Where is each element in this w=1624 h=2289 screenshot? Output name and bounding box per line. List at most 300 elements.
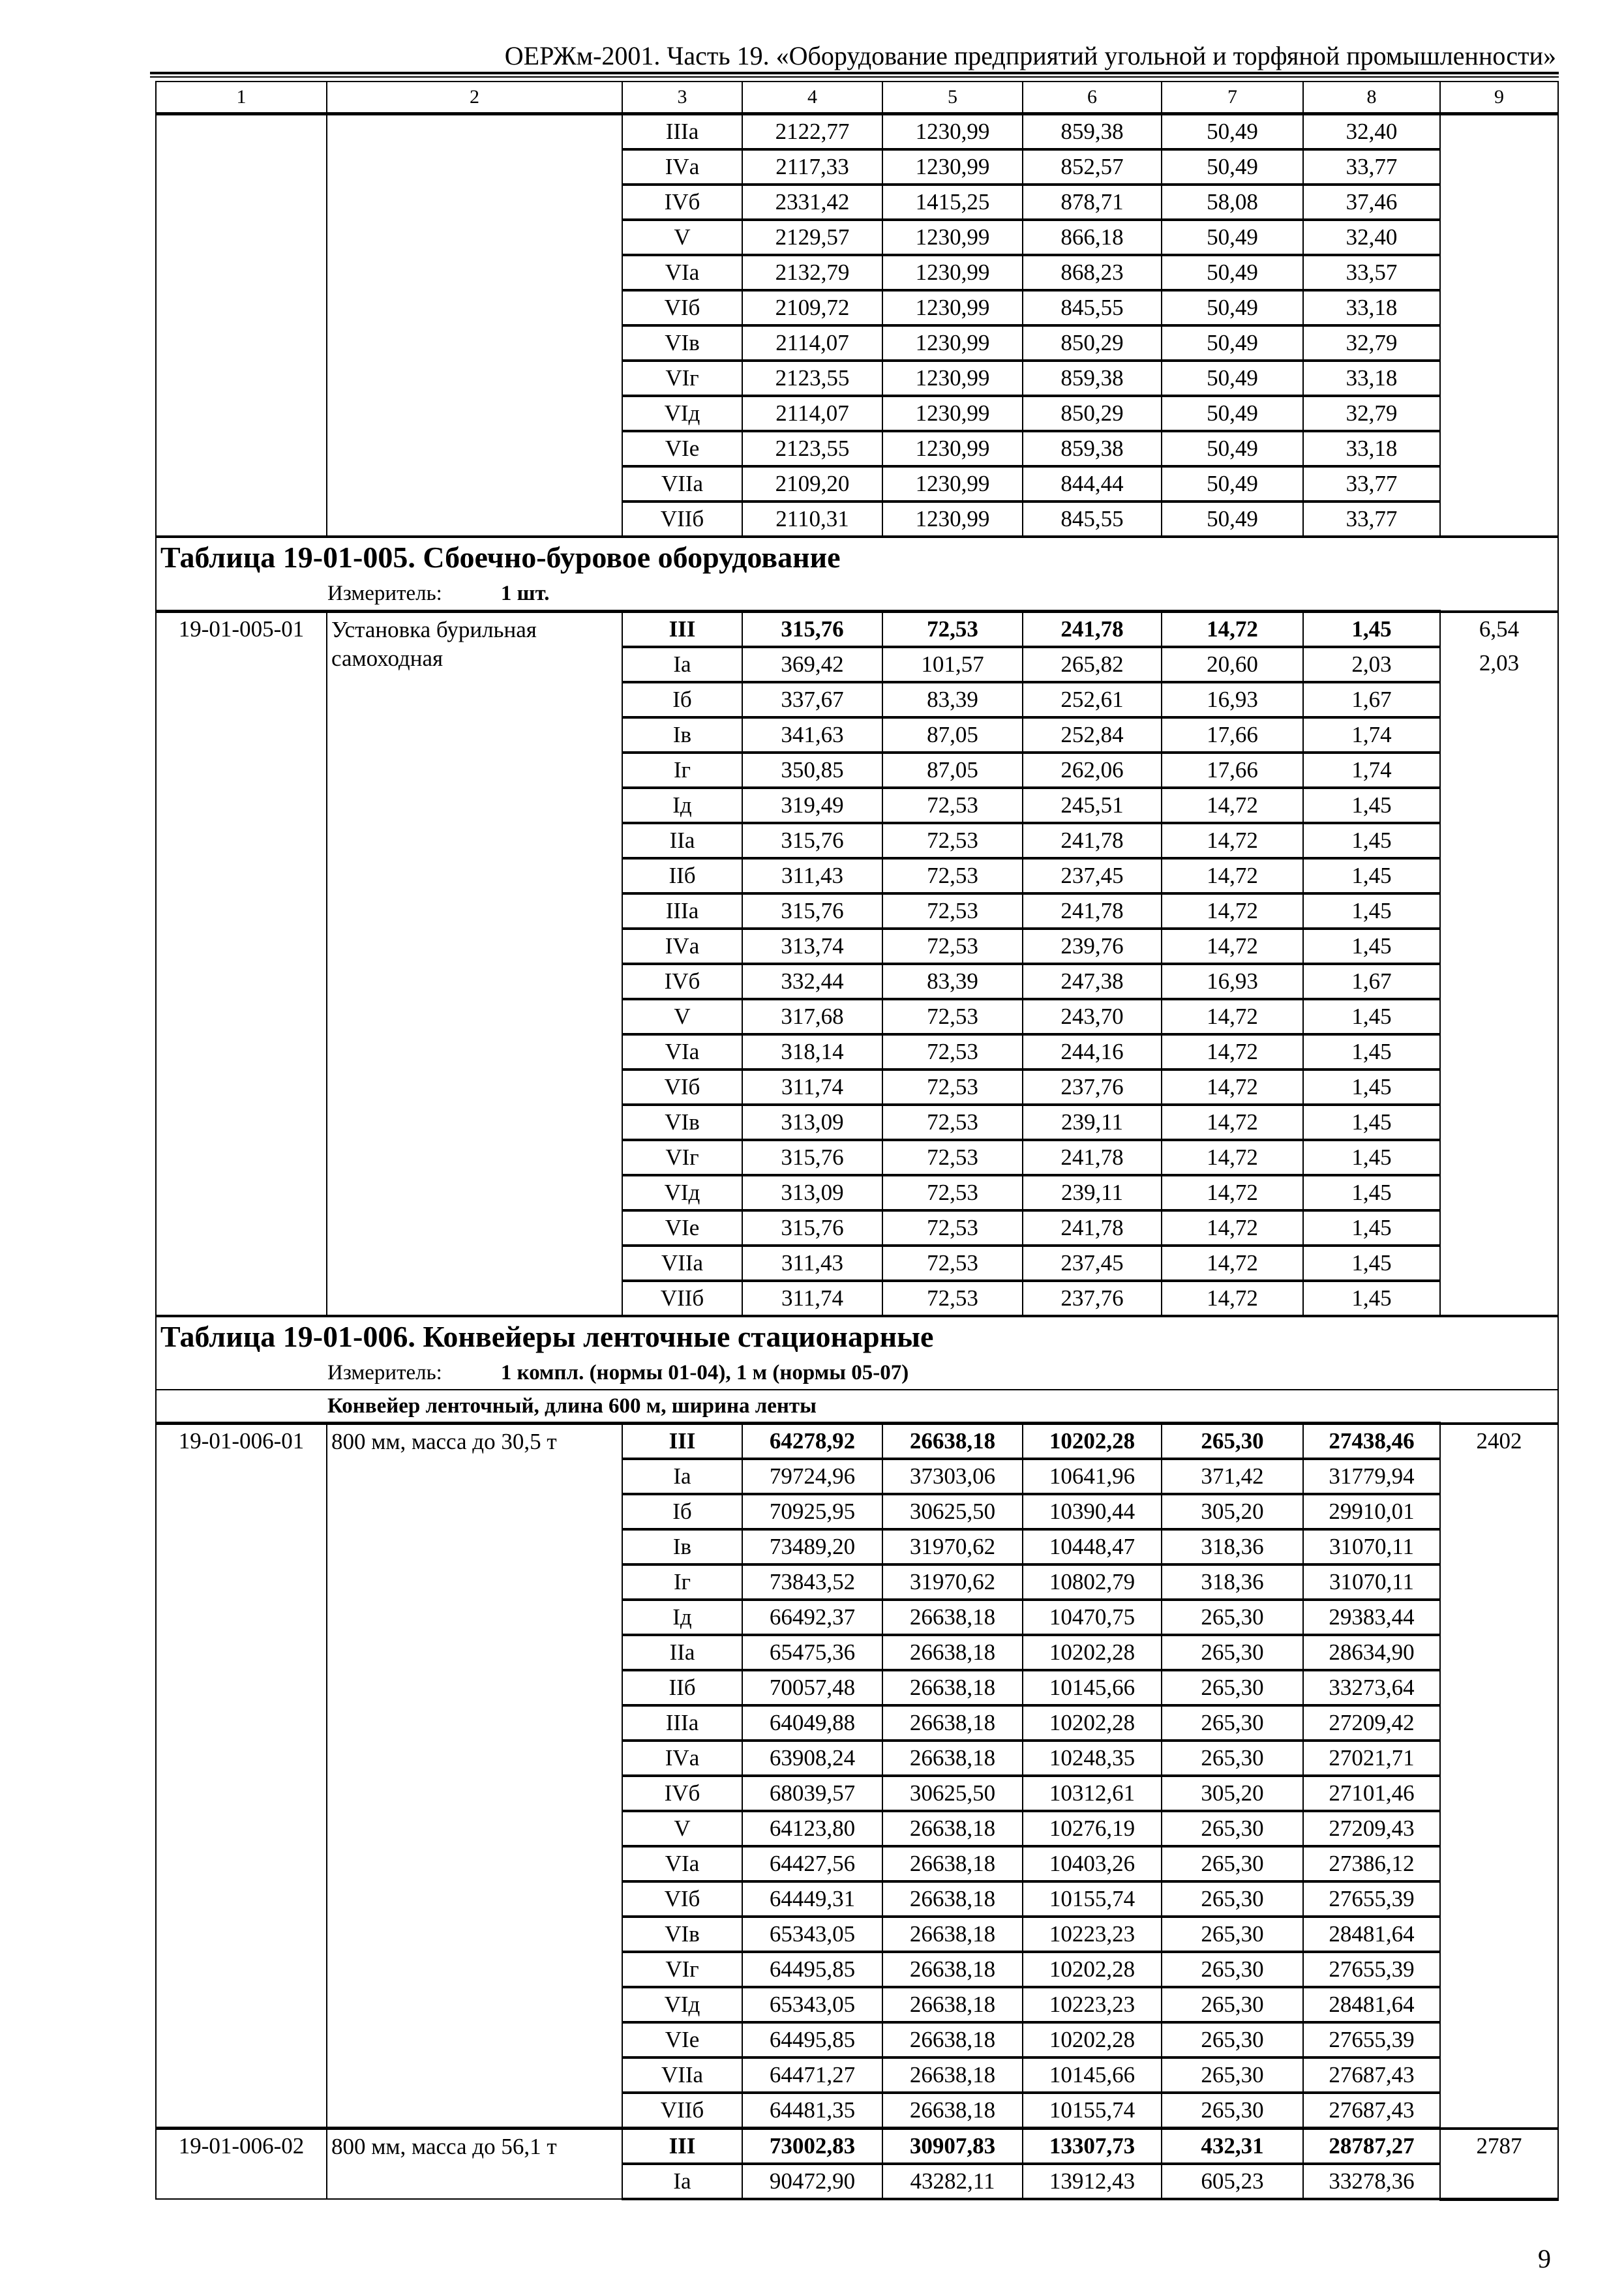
labor-hours <box>1440 823 1558 858</box>
total-cost: 311,43 <box>742 1246 882 1281</box>
materials-cost: 1,45 <box>1303 1175 1440 1210</box>
labor-cost: 30625,50 <box>882 1776 1023 1811</box>
labor-hours: 2,03 <box>1440 647 1558 682</box>
total-cost: 2109,20 <box>742 466 882 501</box>
total-cost: 64495,85 <box>742 2022 882 2057</box>
machinist-wage: 265,30 <box>1162 1705 1303 1741</box>
machinist-wage: 50,49 <box>1162 431 1303 466</box>
measure-value: 1 компл. (нормы 01-04), 1 м (нормы 05-07) <box>500 1361 909 1384</box>
total-cost: 2109,72 <box>742 290 882 325</box>
materials-cost: 33,18 <box>1303 431 1440 466</box>
total-cost: 90472,90 <box>742 2164 882 2199</box>
norm-code: 19-01-006-01 <box>156 1424 327 2129</box>
labor-cost: 87,05 <box>882 717 1023 753</box>
zone: Iб <box>622 1494 742 1529</box>
zone: VIIа <box>622 466 742 501</box>
zone: VIIа <box>622 1246 742 1281</box>
machinist-wage: 432,31 <box>1162 2129 1303 2164</box>
zone: IIа <box>622 823 742 858</box>
zone: IIб <box>622 1670 742 1705</box>
machinist-wage: 605,23 <box>1162 2164 1303 2199</box>
machine-cost: 10248,35 <box>1023 1741 1162 1776</box>
measure-row <box>156 577 1558 612</box>
machine-cost: 10202,28 <box>1023 1424 1162 1459</box>
norm-code: 19-01-005-01 <box>156 612 327 1317</box>
machinist-wage: 14,72 <box>1162 612 1303 648</box>
machine-cost: 237,76 <box>1023 1070 1162 1105</box>
total-cost: 70057,48 <box>742 1670 882 1705</box>
machinist-wage: 50,49 <box>1162 466 1303 501</box>
labor-hours <box>1440 1635 1558 1670</box>
labor-hours <box>1440 501 1558 537</box>
zone: VIа <box>622 1846 742 1881</box>
labor-cost: 72,53 <box>882 612 1023 648</box>
total-cost: 64495,85 <box>742 1952 882 1987</box>
total-cost: 2110,31 <box>742 501 882 537</box>
zone: IVб <box>622 964 742 999</box>
total-cost: 2114,07 <box>742 325 882 361</box>
machine-cost: 10202,28 <box>1023 2022 1162 2057</box>
materials-cost: 33,18 <box>1303 290 1440 325</box>
labor-hours <box>1440 1600 1558 1635</box>
labor-cost: 31970,62 <box>882 1564 1023 1600</box>
total-cost: 73002,83 <box>742 2129 882 2164</box>
machinist-wage: 265,30 <box>1162 1670 1303 1705</box>
labor-cost: 72,53 <box>882 929 1023 964</box>
zone: VIг <box>622 361 742 396</box>
column-header-1: 1 <box>156 82 327 114</box>
machinist-wage: 14,72 <box>1162 823 1303 858</box>
materials-cost: 1,45 <box>1303 999 1440 1034</box>
labor-cost: 72,53 <box>882 893 1023 929</box>
machinist-wage: 14,72 <box>1162 788 1303 823</box>
total-cost: 313,09 <box>742 1105 882 1140</box>
labor-hours <box>1440 1034 1558 1070</box>
machinist-wage: 50,49 <box>1162 220 1303 255</box>
labor-hours <box>1440 1459 1558 1494</box>
zone: VIв <box>622 1105 742 1140</box>
header-rule <box>150 72 1559 78</box>
materials-cost: 27655,39 <box>1303 1881 1440 1917</box>
materials-cost: 1,45 <box>1303 1140 1440 1175</box>
labor-cost: 37303,06 <box>882 1459 1023 1494</box>
materials-cost: 27209,43 <box>1303 1811 1440 1846</box>
machinist-wage: 265,30 <box>1162 1741 1303 1776</box>
materials-cost: 1,74 <box>1303 753 1440 788</box>
zone: IVа <box>622 929 742 964</box>
total-cost: 311,74 <box>742 1281 882 1316</box>
machine-cost: 237,76 <box>1023 1281 1162 1316</box>
machinist-wage: 265,30 <box>1162 2022 1303 2057</box>
materials-cost: 32,79 <box>1303 325 1440 361</box>
total-cost: 317,68 <box>742 999 882 1034</box>
zone: IVб <box>622 185 742 220</box>
machinist-wage: 265,30 <box>1162 1917 1303 1952</box>
total-cost: 369,42 <box>742 647 882 682</box>
measure-cell <box>156 1356 1558 1390</box>
total-cost: 319,49 <box>742 788 882 823</box>
zone: III <box>622 612 742 648</box>
labor-hours: 2787 <box>1440 2129 1558 2164</box>
materials-cost: 1,67 <box>1303 964 1440 999</box>
machine-cost: 10390,44 <box>1023 1494 1162 1529</box>
machinist-wage: 265,30 <box>1162 1811 1303 1846</box>
total-cost: 65343,05 <box>742 1987 882 2022</box>
machine-cost: 237,45 <box>1023 1246 1162 1281</box>
zone: Iг <box>622 1564 742 1600</box>
measure-cell <box>156 577 1558 612</box>
zone: VIIб <box>622 1281 742 1316</box>
total-cost: 2129,57 <box>742 220 882 255</box>
machinist-wage: 265,30 <box>1162 1952 1303 1987</box>
zone: VIа <box>622 255 742 290</box>
labor-cost: 72,53 <box>882 788 1023 823</box>
machine-cost: 10155,74 <box>1023 2093 1162 2129</box>
zone: V <box>622 1811 742 1846</box>
materials-cost: 1,45 <box>1303 788 1440 823</box>
labor-hours: 2402 <box>1440 1424 1558 1459</box>
materials-cost: 33273,64 <box>1303 1670 1440 1705</box>
zone: VIа <box>622 1034 742 1070</box>
total-cost: 311,43 <box>742 858 882 893</box>
total-cost: 315,76 <box>742 1210 882 1246</box>
total-cost: 337,67 <box>742 682 882 717</box>
labor-cost: 26638,18 <box>882 1741 1023 1776</box>
labor-hours <box>1440 1246 1558 1281</box>
total-cost: 65475,36 <box>742 1635 882 1670</box>
total-cost: 64481,35 <box>742 2093 882 2129</box>
materials-cost: 1,45 <box>1303 612 1440 648</box>
materials-cost: 31779,94 <box>1303 1459 1440 1494</box>
labor-cost: 26638,18 <box>882 1424 1023 1459</box>
labor-cost: 26638,18 <box>882 1952 1023 1987</box>
page-number: 9 <box>1538 2244 1551 2273</box>
materials-cost: 27386,12 <box>1303 1846 1440 1881</box>
labor-cost: 1230,99 <box>882 361 1023 396</box>
machine-cost: 13912,43 <box>1023 2164 1162 2199</box>
zone: V <box>622 220 742 255</box>
total-cost: 63908,24 <box>742 1741 882 1776</box>
materials-cost: 32,40 <box>1303 220 1440 255</box>
total-cost: 70925,95 <box>742 1494 882 1529</box>
labor-hours <box>1440 1705 1558 1741</box>
labor-hours <box>1440 466 1558 501</box>
total-cost: 64123,80 <box>742 1811 882 1846</box>
labor-cost: 72,53 <box>882 858 1023 893</box>
materials-cost: 28481,64 <box>1303 1917 1440 1952</box>
total-cost: 73843,52 <box>742 1564 882 1600</box>
zone: IVб <box>622 1776 742 1811</box>
labor-cost: 72,53 <box>882 1070 1023 1105</box>
zone: IIIа <box>622 893 742 929</box>
labor-hours <box>1440 255 1558 290</box>
materials-cost: 29383,44 <box>1303 1600 1440 1635</box>
labor-hours <box>1440 1811 1558 1846</box>
machinist-wage: 265,30 <box>1162 1881 1303 1917</box>
zone: Iа <box>622 1459 742 1494</box>
machinist-wage: 371,42 <box>1162 1459 1303 1494</box>
machinist-wage: 318,36 <box>1162 1564 1303 1600</box>
labor-cost: 101,57 <box>882 647 1023 682</box>
column-header-3: 3 <box>622 82 742 114</box>
section-title: Таблица 19-01-006. Конвейеры ленточные стационарные <box>156 1316 1558 1356</box>
labor-hours <box>1440 1670 1558 1705</box>
labor-hours <box>1440 1105 1558 1140</box>
page-header: ОЕРЖм-2001. Часть 19. «Оборудование предприятий угольной и торфяной промышленности» <box>504 41 1556 70</box>
zone: IIIа <box>622 1705 742 1741</box>
machine-cost: 10276,19 <box>1023 1811 1162 1846</box>
machinist-wage: 50,49 <box>1162 290 1303 325</box>
total-cost: 318,14 <box>742 1034 882 1070</box>
materials-cost: 1,45 <box>1303 1281 1440 1316</box>
machinist-wage: 14,72 <box>1162 893 1303 929</box>
labor-cost: 30907,83 <box>882 2129 1023 2164</box>
column-header-8: 8 <box>1303 82 1440 114</box>
materials-cost: 1,45 <box>1303 1246 1440 1281</box>
labor-hours <box>1440 999 1558 1034</box>
machinist-wage: 50,49 <box>1162 501 1303 537</box>
machine-cost: 850,29 <box>1023 325 1162 361</box>
total-cost: 341,63 <box>742 717 882 753</box>
labor-hours <box>1440 1494 1558 1529</box>
section-title: Таблица 19-01-005. Сбоечно-буровое оборудование <box>156 537 1558 577</box>
zone: Iд <box>622 1600 742 1635</box>
total-cost: 65343,05 <box>742 1917 882 1952</box>
machine-cost: 252,61 <box>1023 682 1162 717</box>
labor-cost: 26638,18 <box>882 1987 1023 2022</box>
zone: IIа <box>622 1635 742 1670</box>
machinist-wage: 50,49 <box>1162 325 1303 361</box>
column-header-6: 6 <box>1023 82 1162 114</box>
labor-cost: 1230,99 <box>882 114 1023 150</box>
labor-cost: 31970,62 <box>882 1529 1023 1564</box>
zone: VIб <box>622 1881 742 1917</box>
table-row <box>156 114 1558 150</box>
table-row <box>156 612 1558 648</box>
labor-cost: 26638,18 <box>882 1881 1023 1917</box>
labor-cost: 26638,18 <box>882 1811 1023 1846</box>
machine-cost: 237,45 <box>1023 858 1162 893</box>
labor-cost: 72,53 <box>882 1246 1023 1281</box>
labor-hours <box>1440 1564 1558 1600</box>
machinist-wage: 265,30 <box>1162 1635 1303 1670</box>
labor-cost: 72,53 <box>882 999 1023 1034</box>
zone: VIд <box>622 396 742 431</box>
machinist-wage: 16,93 <box>1162 964 1303 999</box>
labor-cost: 72,53 <box>882 823 1023 858</box>
machinist-wage: 50,49 <box>1162 149 1303 185</box>
materials-cost: 1,67 <box>1303 682 1440 717</box>
labor-cost: 72,53 <box>882 1175 1023 1210</box>
labor-cost: 1230,99 <box>882 466 1023 501</box>
machine-cost: 10312,61 <box>1023 1776 1162 1811</box>
total-cost: 64427,56 <box>742 1846 882 1881</box>
zone: IVа <box>622 149 742 185</box>
machinist-wage: 265,30 <box>1162 1987 1303 2022</box>
materials-cost: 33,77 <box>1303 149 1440 185</box>
machinist-wage: 265,30 <box>1162 2057 1303 2093</box>
machine-cost: 845,55 <box>1023 501 1162 537</box>
zone: VIIб <box>622 501 742 537</box>
machinist-wage: 14,72 <box>1162 1034 1303 1070</box>
labor-hours <box>1440 858 1558 893</box>
labor-cost: 1230,99 <box>882 149 1023 185</box>
norm-name: 800 мм, масса до 30,5 т <box>327 1424 622 2129</box>
zone: VIб <box>622 290 742 325</box>
machine-cost: 878,71 <box>1023 185 1162 220</box>
labor-hours <box>1440 1881 1558 1917</box>
labor-cost: 1230,99 <box>882 220 1023 255</box>
materials-cost: 37,46 <box>1303 185 1440 220</box>
materials-cost: 27438,46 <box>1303 1424 1440 1459</box>
labor-hours <box>1440 1281 1558 1316</box>
machine-cost: 859,38 <box>1023 114 1162 150</box>
zone: IIIа <box>622 114 742 150</box>
labor-cost: 83,39 <box>882 682 1023 717</box>
labor-hours <box>1440 396 1558 431</box>
machinist-wage: 50,49 <box>1162 361 1303 396</box>
machine-cost: 10202,28 <box>1023 1952 1162 1987</box>
materials-cost: 1,45 <box>1303 858 1440 893</box>
labor-cost: 26638,18 <box>882 2057 1023 2093</box>
materials-cost: 31070,11 <box>1303 1529 1440 1564</box>
machine-cost: 13307,73 <box>1023 2129 1162 2164</box>
labor-hours <box>1440 1070 1558 1105</box>
total-cost: 315,76 <box>742 612 882 648</box>
labor-hours <box>1440 185 1558 220</box>
machine-cost: 10202,28 <box>1023 1635 1162 1670</box>
labor-hours <box>1440 1952 1558 1987</box>
total-cost: 64471,27 <box>742 2057 882 2093</box>
total-cost: 66492,37 <box>742 1600 882 1635</box>
materials-cost: 33,18 <box>1303 361 1440 396</box>
total-cost: 73489,20 <box>742 1529 882 1564</box>
materials-cost: 1,45 <box>1303 1034 1440 1070</box>
machinist-wage: 265,30 <box>1162 1424 1303 1459</box>
labor-cost: 26638,18 <box>882 1917 1023 1952</box>
machine-cost: 239,76 <box>1023 929 1162 964</box>
machine-cost: 243,70 <box>1023 999 1162 1034</box>
labor-cost: 87,05 <box>882 753 1023 788</box>
zone: VIе <box>622 431 742 466</box>
materials-cost: 1,45 <box>1303 1070 1440 1105</box>
labor-hours <box>1440 290 1558 325</box>
labor-cost: 26638,18 <box>882 2022 1023 2057</box>
total-cost: 2132,79 <box>742 255 882 290</box>
machine-cost: 265,82 <box>1023 647 1162 682</box>
section-title-row <box>156 537 1558 577</box>
machine-cost: 10403,26 <box>1023 1846 1162 1881</box>
labor-hours <box>1440 114 1558 150</box>
total-cost: 79724,96 <box>742 1459 882 1494</box>
machine-cost: 10145,66 <box>1023 1670 1162 1705</box>
total-cost: 315,76 <box>742 823 882 858</box>
labor-cost: 26638,18 <box>882 1635 1023 1670</box>
labor-cost: 83,39 <box>882 964 1023 999</box>
labor-cost: 26638,18 <box>882 2093 1023 2129</box>
zone: Iд <box>622 788 742 823</box>
measure-label: Измеритель: <box>327 1361 442 1384</box>
total-cost: 64278,92 <box>742 1424 882 1459</box>
labor-cost: 1230,99 <box>882 396 1023 431</box>
total-cost: 315,76 <box>742 893 882 929</box>
labor-hours <box>1440 1529 1558 1564</box>
machine-cost: 241,78 <box>1023 893 1162 929</box>
total-cost: 64049,88 <box>742 1705 882 1741</box>
labor-cost: 1230,99 <box>882 255 1023 290</box>
zone: Iв <box>622 717 742 753</box>
labor-cost: 72,53 <box>882 1210 1023 1246</box>
machinist-wage: 20,60 <box>1162 647 1303 682</box>
machine-cost: 844,44 <box>1023 466 1162 501</box>
machine-cost: 866,18 <box>1023 220 1162 255</box>
zone: IVа <box>622 1741 742 1776</box>
machine-cost: 868,23 <box>1023 255 1162 290</box>
machinist-wage: 265,30 <box>1162 2093 1303 2129</box>
machinist-wage: 50,49 <box>1162 396 1303 431</box>
machinist-wage: 14,72 <box>1162 1070 1303 1105</box>
zone: Iа <box>622 647 742 682</box>
materials-cost: 32,40 <box>1303 114 1440 150</box>
materials-cost: 1,45 <box>1303 823 1440 858</box>
norms-table <box>155 81 1559 2201</box>
machinist-wage: 318,36 <box>1162 1529 1303 1564</box>
labor-cost: 1230,99 <box>882 290 1023 325</box>
labor-hours <box>1440 1140 1558 1175</box>
machinist-wage: 14,72 <box>1162 1281 1303 1316</box>
machine-cost: 241,78 <box>1023 1210 1162 1246</box>
zone: VIIб <box>622 2093 742 2129</box>
materials-cost: 31070,11 <box>1303 1564 1440 1600</box>
column-header-4: 4 <box>742 82 882 114</box>
labor-hours <box>1440 788 1558 823</box>
labor-hours <box>1440 431 1558 466</box>
materials-cost: 27021,71 <box>1303 1741 1440 1776</box>
labor-cost: 26638,18 <box>882 1670 1023 1705</box>
materials-cost: 33,77 <box>1303 466 1440 501</box>
materials-cost: 27687,43 <box>1303 2057 1440 2093</box>
table-row <box>156 1424 1558 1459</box>
measure-row <box>156 1356 1558 1390</box>
machinist-wage: 50,49 <box>1162 114 1303 150</box>
column-header-5: 5 <box>882 82 1023 114</box>
labor-hours <box>1440 149 1558 185</box>
zone: VIв <box>622 1917 742 1952</box>
materials-cost: 28634,90 <box>1303 1635 1440 1670</box>
total-cost: 64449,31 <box>742 1881 882 1917</box>
machine-cost: 859,38 <box>1023 431 1162 466</box>
labor-hours <box>1440 220 1558 255</box>
machinist-wage: 50,49 <box>1162 255 1303 290</box>
section-title-row <box>156 1316 1558 1356</box>
labor-cost: 72,53 <box>882 1105 1023 1140</box>
labor-cost: 26638,18 <box>882 1846 1023 1881</box>
machinist-wage: 265,30 <box>1162 1846 1303 1881</box>
zone: VIд <box>622 1175 742 1210</box>
norm-name: Установка бурильная самоходная <box>327 612 622 1317</box>
zone: IIб <box>622 858 742 893</box>
zone: VIб <box>622 1070 742 1105</box>
labor-hours <box>1440 717 1558 753</box>
machine-cost: 850,29 <box>1023 396 1162 431</box>
column-header-7: 7 <box>1162 82 1303 114</box>
norm-code: 19-01-006-02 <box>156 2129 327 2200</box>
materials-cost: 2,03 <box>1303 647 1440 682</box>
materials-cost: 29910,01 <box>1303 1494 1440 1529</box>
machinist-wage: 14,72 <box>1162 1246 1303 1281</box>
materials-cost: 1,45 <box>1303 893 1440 929</box>
zone: VIд <box>622 1987 742 2022</box>
